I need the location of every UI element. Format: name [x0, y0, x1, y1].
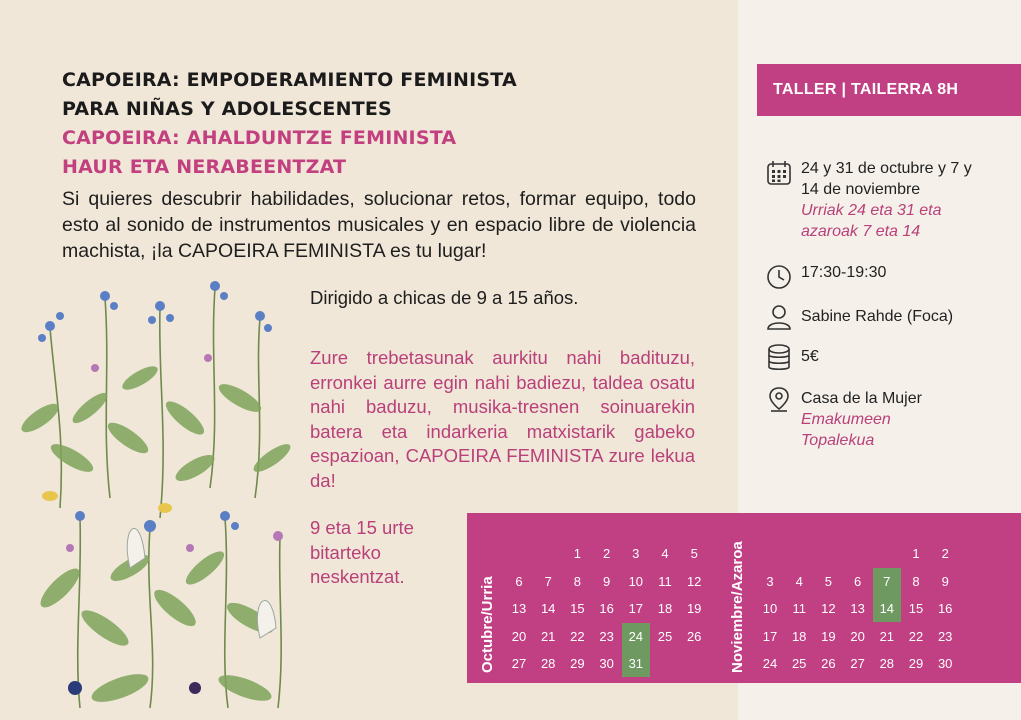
calendar-day: 5 — [690, 546, 698, 561]
calendar-day: 9 — [941, 573, 949, 589]
title-es-line1: CAPOEIRA: EMPODERAMIENTO FEMINISTA — [62, 69, 517, 91]
calendar-day: 16 — [599, 601, 614, 616]
calendar-day: 1 — [573, 546, 581, 561]
workshop-banner-text: TALLER | TAILERRA 8H — [773, 81, 959, 98]
audience-text-eu: 9 eta 15 urte bitarteko neskentzat. — [310, 517, 414, 587]
audience-text-es: Dirigido a chicas de 9 a 15 años. — [310, 287, 579, 308]
dates-es: 24 y 31 de octubre y 7 y 14 de noviembre — [801, 160, 972, 198]
workshop-banner — [757, 64, 1021, 116]
calendar-day: 11 — [792, 601, 806, 616]
title-eu-line2: HAUR ETA NERABEENTZAT — [62, 156, 347, 178]
calendar-day: 28 — [879, 656, 895, 671]
calendar-day: 18 — [791, 628, 807, 644]
calendar-day: 26 — [686, 628, 702, 644]
person-icon — [764, 302, 794, 332]
calendar-day: 13 — [511, 601, 527, 616]
info-place — [764, 384, 931, 451]
calendar-day: 18 — [657, 601, 673, 616]
calendar-day: 10 — [628, 573, 644, 589]
place-eu: Emakumeen Topalekua — [801, 411, 891, 449]
calendar-day: 29 — [570, 656, 585, 671]
calendar-day: 11 — [658, 573, 672, 589]
calendar-day: 8 — [912, 573, 920, 589]
calendar-day-highlighted: 31 — [622, 650, 650, 677]
title-block — [62, 66, 722, 182]
calendar-day: 25 — [791, 656, 807, 671]
month-label-october: Octubre/Urria — [479, 576, 496, 673]
calendar-day: 23 — [599, 628, 614, 644]
calendar-day: 23 — [937, 628, 953, 644]
calendar-day: 21 — [540, 628, 556, 644]
calendar-day: 12 — [686, 573, 702, 589]
calendar-day: 2 — [941, 546, 949, 561]
info-price — [764, 342, 819, 372]
calendar-day: 4 — [661, 546, 669, 561]
calendar-day: 27 — [511, 656, 527, 671]
calendar-day: 21 — [879, 628, 895, 644]
calendar-day: 17 — [628, 601, 644, 616]
calendar-day: 4 — [795, 573, 803, 589]
calendar-day: 24 — [762, 656, 778, 671]
calendar-day: 3 — [632, 546, 640, 561]
calendar-day: 2 — [602, 546, 611, 561]
calendar-day: 15 — [908, 601, 924, 616]
info-time — [764, 262, 886, 292]
calendar-day: 20 — [511, 628, 527, 644]
info-instructor — [764, 302, 953, 332]
info-dates — [764, 158, 991, 242]
time-text: 17:30-19:30 — [801, 264, 887, 281]
calendar-day: 3 — [766, 573, 774, 589]
calendar-day: 29 — [908, 656, 924, 671]
calendar-day: 25 — [657, 628, 673, 644]
clock-icon — [764, 262, 794, 292]
calendar-day: 5 — [824, 573, 832, 589]
calendar-day: 20 — [850, 628, 865, 644]
calendar-day: 19 — [821, 628, 836, 644]
calendar-day: 30 — [599, 656, 614, 671]
calendar-day: 22 — [908, 628, 924, 644]
title-es-line2: PARA NIÑAS Y ADOLESCENTES — [62, 98, 392, 120]
calendar-day: 13 — [850, 601, 865, 616]
calendar-day: 10 — [762, 601, 778, 616]
calendar-day-highlighted: 24 — [622, 623, 650, 650]
coins-icon — [764, 342, 794, 372]
place-es: Casa de la Mujer — [801, 390, 922, 407]
calendar-day: 7 — [544, 573, 552, 589]
dates-eu: Urriak 24 eta 31 eta azaroak 7 eta 14 — [801, 202, 942, 240]
botanical-illustration — [10, 268, 302, 720]
calendar-day: 1 — [912, 546, 920, 561]
calendar-icon — [764, 158, 794, 188]
title-eu-line1: CAPOEIRA: AHALDUNTZE FEMINISTA — [62, 127, 457, 149]
calendar-day: 30 — [937, 656, 953, 671]
calendar-panel — [467, 513, 1021, 683]
intro-text-eu: Zure trebetasunak aurkitu nahi badituzu, erronkei aurre egin nahi badiezu, taldea osatu nahi baduzu, musika-tresnen soinuarekin batera eta indarkeria matxistarik gabeko espazioan, CAPOEIRA FEMINISTA zure lekua da! — [310, 347, 695, 491]
calendar-day: 8 — [573, 573, 581, 589]
calendar-day: 6 — [515, 573, 523, 589]
calendar-day: 22 — [570, 628, 585, 644]
intro-text-es: Si quieres descubrir habilidades, solucionar retos, formar equipo, todo esto al sonido de instrumentos musicales y en espacio libre de violencia machista, ¡la CAPOEIRA FEMINISTA es tu lugar! — [62, 188, 696, 262]
calendar-day-highlighted: 14 — [873, 595, 901, 622]
price-text: 5€ — [801, 348, 819, 365]
calendar-day: 28 — [540, 656, 556, 671]
calendar-day: 9 — [602, 573, 611, 589]
calendar-day: 6 — [853, 573, 862, 589]
calendar-day: 14 — [540, 601, 556, 616]
calendar-day: 17 — [762, 628, 778, 644]
calendar-day: 15 — [570, 601, 585, 616]
month-label-november: Noviembre/Azaroa — [729, 541, 746, 673]
location-pin-icon — [764, 384, 794, 414]
calendar-day-highlighted: 7 — [873, 568, 901, 595]
calendar-day: 19 — [686, 601, 702, 616]
calendar-day: 12 — [821, 601, 836, 616]
instructor-text: Sabine Rahde (Foca) — [801, 308, 954, 325]
calendar-day: 26 — [821, 656, 836, 671]
calendar-day: 27 — [850, 656, 865, 671]
calendar-day: 16 — [937, 601, 953, 616]
